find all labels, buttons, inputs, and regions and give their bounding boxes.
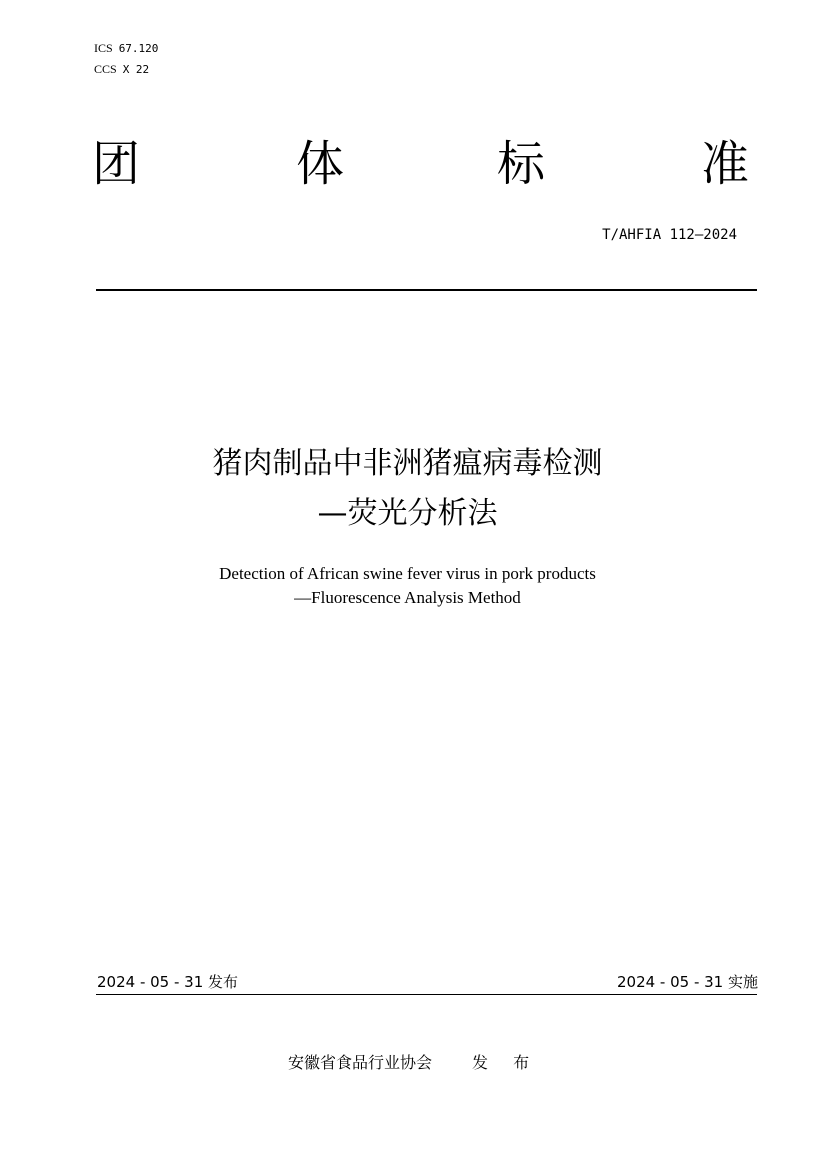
ics-classification [94,41,158,56]
standard-type-char-1: 团 [92,136,141,192]
ics-value: 67.120 [118,42,159,55]
title-zh-line2: —荧光分析法 [317,496,498,531]
issuer-action: 发 布 [472,1053,540,1072]
title-en-line1: Detection of African swine fever virus in pork products [219,564,596,583]
issuer-name: 安徽省食品行业协会 [288,1053,433,1072]
header-divider [96,289,757,291]
title-zh-line1: 猪肉制品中非洲猪瘟病毒检测 [212,446,603,481]
standard-type-char-3: 标 [497,136,546,192]
standard-type-char-2: 体 [296,136,345,192]
ccs-value: X 22 [122,63,150,76]
issue-date: 2024 - 05 - 31 发布 [97,973,239,991]
standard-type-char-4: 准 [701,136,750,192]
title-en-line2: —Fluorescence Analysis Method [294,588,521,607]
ics-label: ICS [94,41,113,55]
ccs-classification [94,62,149,77]
implementation-date: 2024 - 05 - 31 实施 [616,973,758,991]
footer-divider [96,994,757,995]
issuer-line [288,1053,539,1073]
standard-code: T/AHFIA 112—2024 [602,227,737,243]
ccs-label: CCS [94,62,117,76]
